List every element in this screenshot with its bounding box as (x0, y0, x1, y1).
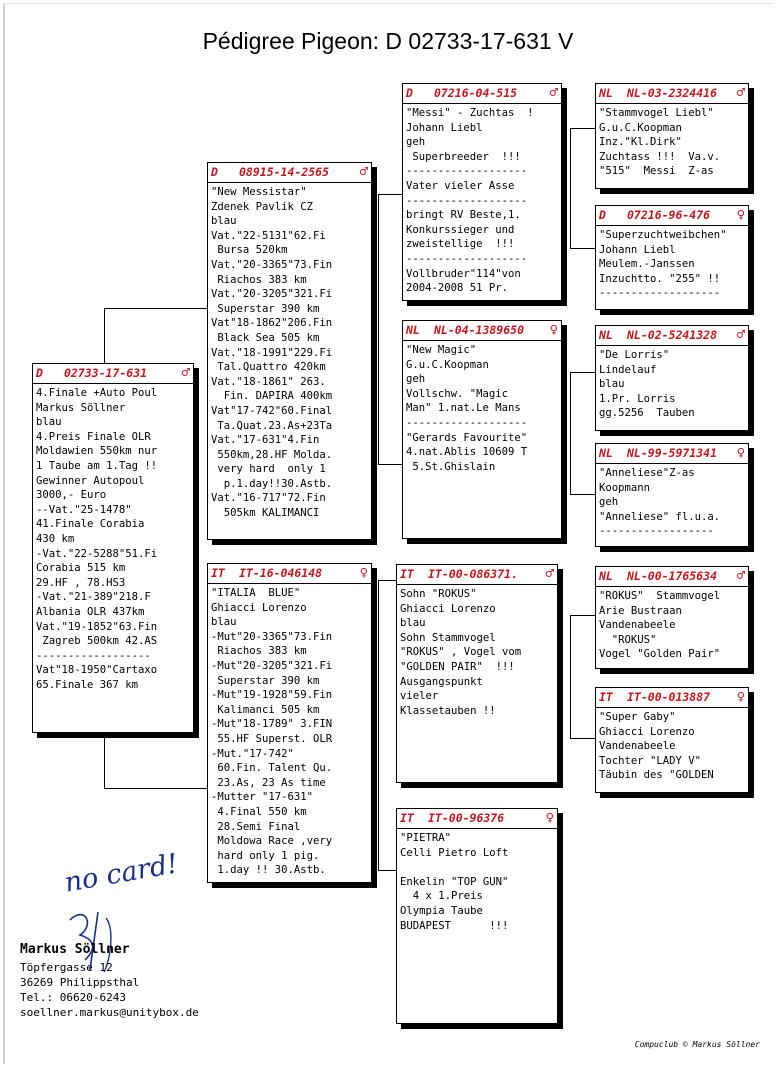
country-code: NL (599, 328, 613, 342)
connector-line (378, 194, 402, 195)
card-text-line: 3000,- Euro (36, 489, 107, 502)
connector-line (378, 194, 379, 464)
card-text-line: Täubin des "GOLDEN (599, 769, 714, 782)
card-text-line: Konkurssieger und (406, 223, 515, 236)
card-header (397, 809, 557, 829)
country-code: D (599, 208, 606, 222)
card-text-line: blau (400, 617, 426, 630)
card-text-line: Ausgangspunkt (400, 675, 483, 688)
card-header (208, 564, 371, 584)
card-header (596, 326, 748, 346)
card-text-line: Ghiacci Lorenzo (400, 602, 496, 615)
card-text-line: -Mut"20-3205"321.Fi (211, 659, 333, 672)
card-body (403, 104, 561, 296)
card-body (208, 584, 371, 878)
card-text-line: 1.Pr. Lorris (599, 392, 676, 405)
card-text-line: 430 km (36, 532, 75, 545)
card-text-line: Vat."20-3365"73.Fin (211, 258, 333, 271)
female-symbol-icon: ♀ (736, 689, 745, 705)
card-body (596, 464, 748, 539)
card-text-line: gg.5256 Tauben (599, 407, 695, 420)
connector-line (104, 308, 207, 309)
connector-line (570, 128, 571, 248)
country-code: NL (599, 86, 613, 100)
connector-line (570, 615, 595, 616)
card-text-line: Enkelin "TOP GUN" (400, 875, 509, 888)
card-text-line: geh (406, 373, 426, 386)
ring-number: NL-04-1389650 (434, 323, 525, 337)
card-text-line: Tal.Quattro 420km (211, 361, 326, 374)
card-text-line: geh (599, 496, 619, 509)
handwritten-note: no card! (62, 848, 181, 899)
card-text-line: "Messi" - Zuchtas ! (406, 107, 534, 119)
country-code: IT (211, 566, 225, 580)
card-text-line: "ROKUS" Stammvogel (599, 590, 721, 602)
card-text-line: Vollbruder"114"von (406, 267, 521, 280)
card-body (596, 708, 748, 783)
card-text-line: -Mut"20-3365"73.Fin (211, 630, 333, 643)
male-symbol-icon: ♂ (549, 85, 558, 101)
owner-name: Markus Söllner (20, 942, 130, 957)
card-body (33, 384, 193, 692)
card-text-line: blau (36, 416, 62, 429)
ring-number: IT-16-046148 (239, 566, 323, 580)
ring-number: NL-00-1765634 (627, 569, 718, 583)
card-text-line: -Mut"18-1789" 3.FIN (211, 718, 333, 731)
connector-line (570, 128, 595, 129)
ring-number: IT-00-086371. (428, 567, 519, 581)
page-title: Pédigree Pigeon: D 02733-17-631 V (202, 28, 574, 54)
card-header (397, 565, 557, 585)
card-text-line: bringt RV Beste,1. (406, 209, 521, 222)
male-symbol-icon: ♂ (736, 85, 745, 101)
ring-number: 07216-04-515 (434, 86, 518, 100)
card-text-line: 4.Final 550 km (211, 805, 307, 818)
card-header (596, 567, 748, 587)
card-text-line: Sohn Stammvogel (400, 631, 496, 644)
card-body (596, 104, 748, 179)
card-header (596, 688, 748, 708)
male-symbol-icon: ♂ (545, 566, 554, 582)
ring-number: NL-03-2324416 (627, 86, 718, 100)
owner-city: 36269 Philippsthal (20, 976, 140, 989)
female-symbol-icon: ♀ (736, 445, 745, 461)
card-text-line: Lindelauf (599, 363, 657, 376)
card-text-line: -Vat."21-389"218.F (36, 591, 151, 604)
card-body (397, 585, 557, 718)
card-text-line: Inzuchtto. "255" !! (599, 272, 721, 285)
female-symbol-icon: ♀ (736, 207, 745, 223)
connector-line (378, 580, 396, 581)
ring-number: 08915-14-2565 (239, 165, 330, 179)
card-text-line: BUDAPEST !!! (400, 919, 509, 932)
card-text-line: Black Sea 505 km (211, 331, 320, 344)
country-code: IT (599, 690, 613, 704)
card-text-line: ------------------- (406, 194, 528, 207)
card-body (596, 346, 748, 421)
pigeon-card-fmm (595, 443, 749, 547)
card-text-line: Kalimanci 505 km (211, 703, 320, 716)
card-text-line: "PIETRA" (400, 832, 452, 844)
country-code: NL (599, 569, 613, 583)
card-text-line: Corabia 515 km (36, 562, 126, 575)
male-symbol-icon: ♂ (736, 327, 745, 343)
card-text-line: Johann Liebl (599, 243, 676, 256)
card-text-line: 1 Taube am 1.Tag !! (36, 459, 158, 472)
ring-number: NL-99-5971341 (627, 446, 718, 460)
card-text-line: Superbreeder !!! (406, 150, 521, 163)
card-text-line: Fin. DAPIRA 400km (211, 390, 333, 403)
card-text-line (400, 860, 554, 875)
pigeon-card-mother (207, 563, 372, 883)
ring-number: 02733-17-631 (64, 366, 148, 380)
card-text-line: Albania OLR 437km (36, 605, 145, 618)
card-text-line: Vat."18-1991"229.Fi (211, 346, 333, 359)
country-code: NL (599, 446, 613, 460)
male-symbol-icon: ♂ (359, 164, 368, 180)
card-text-line: "515" Messi Z-as (599, 165, 714, 178)
card-text-line: 65.Finale 367 km (36, 678, 139, 691)
card-text-line: -Mutter "17-631" (211, 791, 314, 804)
card-text-line: G.u.C.Koopman (599, 121, 682, 134)
card-text-line: Arie Bustraan (599, 604, 682, 617)
footer-credit: Compuclub © Markus Söllner (634, 1040, 760, 1049)
card-text-line: Zuchtass !!! Va.v. (599, 150, 721, 163)
male-symbol-icon: ♂ (736, 568, 745, 584)
card-text-line: Markus Söllner (36, 401, 126, 414)
card-text-line: Moldowa Race ,very (211, 835, 333, 848)
ring-number: IT-00-96376 (428, 811, 505, 825)
card-text-line: 55.HF Superst. OLR (211, 732, 333, 745)
card-text-line: Bursa 520km (211, 244, 288, 257)
card-header (596, 444, 748, 464)
card-text-line: Vat."18-1861" 263. (211, 375, 326, 388)
card-text-line: "Superzuchtweibchen" (599, 229, 727, 241)
card-text-line: 4.nat.Ablis 10609 T (406, 446, 528, 459)
card-text-line: "ROKUS" , Vogel vom (400, 646, 522, 659)
card-text-line: "Anneliese" fl.u.a. (599, 510, 721, 523)
country-code: IT (400, 567, 414, 581)
card-text-line: geh (406, 136, 426, 149)
card-text-line: "ROKUS" (599, 633, 657, 646)
male-symbol-icon: ♂ (181, 365, 190, 381)
card-text-line: Superstar 390 km (211, 674, 320, 687)
card-text-line: ------------------- (599, 287, 721, 300)
card-body (208, 183, 371, 521)
card-text-line: -Vat."22-5288"51.Fi (36, 547, 158, 560)
pigeon-card-mfm (595, 687, 749, 793)
ring-number: 07216-96-476 (627, 208, 711, 222)
card-text-line: Man" 1.nat.Le Mans (406, 402, 521, 415)
pigeon-card-mm (396, 808, 558, 1024)
card-text-line: Ghiacci Lorenzo (599, 725, 695, 738)
card-text-line: Zagreb 500km 42.AS (36, 635, 158, 648)
connector-line (378, 870, 396, 871)
card-text-line: Inz."Kl.Dirk" (599, 136, 682, 149)
card-text-line: 4.Preis Finale OLR (36, 430, 151, 443)
connector-line (104, 788, 207, 789)
card-text-line: Klassetauben !! (400, 704, 496, 717)
card-text-line: "Anneliese"Z-as (599, 467, 695, 479)
card-text-line: 4.Finale +Auto Poul (36, 387, 158, 399)
card-text-line: "New Messistar" (211, 186, 307, 198)
card-text-line: Vandenabeele (599, 740, 676, 753)
owner-street: Töpfergasse 12 (20, 961, 113, 974)
card-text-line: 5.St.Ghislain (406, 460, 496, 473)
card-body (596, 587, 748, 662)
card-text-line: 505km KALIMANCI (211, 507, 320, 520)
pigeon-card-mff (595, 566, 749, 669)
card-text-line: ------------------- (406, 252, 528, 265)
card-text-line: blau (599, 378, 625, 391)
card-header (403, 84, 561, 104)
card-text-line: Celli Pietro Loft (400, 846, 509, 859)
connector-line (570, 372, 595, 373)
card-text-line: 28.Semi Final (211, 820, 301, 833)
card-text-line: Riachos 383 km (211, 645, 307, 658)
country-code: D (36, 366, 43, 380)
card-text-line: ------------------ (36, 649, 151, 662)
pigeon-card-ffm (595, 205, 749, 310)
card-text-line: Superstar 390 km (211, 302, 320, 315)
female-symbol-icon: ♀ (549, 322, 558, 338)
card-text-line: Johann Liebl (406, 121, 483, 134)
card-body (397, 829, 557, 933)
card-text-line: ------------------- (406, 416, 528, 429)
card-text-line: 41.Finale Corabia (36, 518, 145, 531)
card-text-line: "ITALIA BLUE" (211, 587, 301, 599)
card-text-line: Vat."19-1852"63.Fin (36, 620, 158, 633)
card-text-line: Olympia Taube (400, 904, 483, 917)
card-text-line: Vat"18-1950"Cartaxo (36, 664, 158, 677)
card-text-line: "De Lorris" (599, 349, 670, 361)
card-text-line: 4 x 1.Preis (400, 890, 483, 903)
card-text-line: 60.Fin. Talent Qu. (211, 762, 333, 775)
ring-number: IT-00-013887 (627, 690, 711, 704)
card-text-line: 29.HF , 78.HS3 (36, 576, 126, 589)
card-text-line: G.u.C.Koopman (406, 358, 489, 371)
card-text-line: 550km,28.HF Molda. (211, 448, 333, 461)
card-text-line: --Vat."25-1478" (36, 503, 132, 516)
card-text-line: Vat."20-3205"321.Fi (211, 288, 333, 301)
country-code: NL (406, 323, 420, 337)
connector-line (378, 580, 379, 870)
card-header (403, 321, 561, 341)
female-symbol-icon: ♀ (359, 565, 368, 581)
card-text-line: 2004-2008 51 Pr. (406, 282, 509, 295)
owner-email: soellner.markus@unitybox.de (20, 1006, 199, 1019)
owner-phone: Tel.: 06620-6243 (20, 991, 126, 1004)
card-text-line: Zdenek Pavlik CZ (211, 200, 314, 213)
card-text-line: Koopmann (599, 481, 651, 494)
card-text-line: -Mut."17-742" (211, 747, 294, 760)
country-code: IT (400, 811, 414, 825)
card-body (596, 226, 748, 301)
card-text-line: ------------------ (599, 525, 714, 538)
card-text-line: -Mut"19-1928"59.Fin (211, 689, 333, 702)
card-text-line: "New Magic" (406, 344, 477, 356)
card-body (403, 341, 561, 474)
pigeon-card-ff (402, 83, 562, 301)
card-text-line: blau (211, 215, 237, 228)
card-text-line: "Gerards Favourite" (406, 431, 528, 444)
card-text-line: ------------------- (406, 165, 528, 178)
connector-line (378, 464, 402, 465)
pigeon-card-father (207, 162, 372, 540)
connector-line (570, 615, 571, 738)
connector-line (570, 372, 571, 494)
pigeon-card-fm (402, 320, 562, 539)
female-symbol-icon: ♀ (545, 810, 554, 826)
card-text-line: Tochter "LADY V" (599, 754, 702, 767)
card-text-line: Meulem.-Janssen (599, 258, 695, 271)
card-text-line: "GOLDEN PAIR" !!! (400, 660, 515, 673)
connector-line (570, 738, 595, 739)
card-text-line: Vat"17-742"60.Final (211, 404, 333, 417)
card-text-line: vieler (400, 690, 439, 703)
card-text-line: Riachos 383 km (211, 273, 307, 286)
pigeon-card-mf (396, 564, 558, 783)
connector-line (570, 494, 595, 495)
card-text-line: Vat."16-717"72.Fin (211, 492, 326, 505)
card-text-line: 23.As, 23 As time (211, 776, 326, 789)
country-code: D (406, 86, 413, 100)
card-text-line: very hard only 1 (211, 463, 326, 476)
card-text-line: Vat."17-631"4.Fin (211, 434, 320, 447)
card-text-line: Vat."22-5131"62.Fi (211, 229, 326, 242)
card-text-line: zweistellige !!! (406, 238, 515, 251)
card-text-line: "Stammvogel Liebl" (599, 107, 714, 119)
card-text-line: Ta.Quat.23.As+23Ta (211, 419, 333, 432)
card-header (596, 84, 748, 104)
card-text-line: Gewinner Autopoul (36, 474, 145, 487)
pigeon-card-fmf (595, 325, 749, 431)
connector-line (104, 733, 105, 788)
card-text-line: Sohn "ROKUS" (400, 588, 477, 600)
country-code: D (211, 165, 218, 179)
pigeon-card-fff (595, 83, 749, 189)
card-text-line: Vogel "Golden Pair" (599, 648, 721, 661)
card-text-line: Vat"18-1862"206.Fin (211, 317, 333, 330)
card-text-line: Vollschw. "Magic (406, 387, 509, 400)
card-text-line: Vandenabeele (599, 619, 676, 632)
card-text-line: hard only 1 pig. (211, 849, 320, 862)
card-text-line: Vater vieler Asse (406, 179, 515, 192)
card-header (596, 206, 748, 226)
card-header (33, 364, 193, 384)
connector-line (104, 308, 105, 365)
card-text-line: p.1.day!!30.Astb. (211, 477, 333, 490)
card-text-line: Ghiacci Lorenzo (211, 601, 307, 614)
card-text-line: "Super Gaby" (599, 711, 676, 723)
pigeon-card-subject (32, 363, 194, 733)
ring-number: NL-02-5241328 (627, 328, 718, 342)
card-header (208, 163, 371, 183)
card-text-line: 1.day !! 30.Astb. (211, 864, 326, 877)
card-text-line: blau (211, 616, 237, 629)
card-text-line: Moldawien 550km nur (36, 445, 158, 458)
connector-line (570, 248, 595, 249)
